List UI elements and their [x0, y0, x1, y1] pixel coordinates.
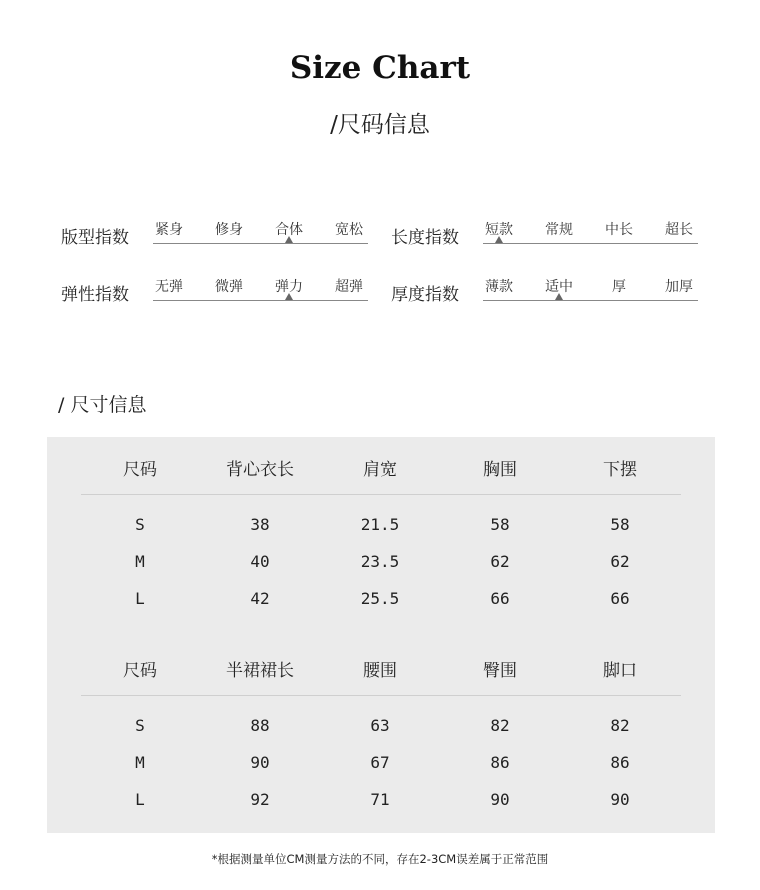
- table-row: [47, 515, 715, 539]
- table-cell: S: [135, 716, 145, 735]
- table-cell: 62: [490, 552, 510, 571]
- header-cell: 背心衣长: [226, 460, 294, 480]
- size-table-panel: [47, 437, 715, 833]
- table-row: [47, 552, 715, 576]
- page-subtitle: /尺码信息: [330, 112, 430, 138]
- table-divider: [81, 695, 681, 696]
- index-label-elasticity: 弹性指数: [61, 285, 129, 305]
- scale-option: 厚: [612, 279, 626, 295]
- header-cell: 腰围: [363, 661, 397, 681]
- table-row: [47, 790, 715, 814]
- table-cell: 66: [490, 589, 510, 608]
- selection-marker-icon: [285, 293, 293, 300]
- scale-option: 紧身: [155, 222, 183, 238]
- table-divider: [81, 494, 681, 495]
- length-scale: [483, 219, 698, 249]
- header-cell: 脚口: [603, 661, 637, 681]
- table-cell: L: [135, 790, 145, 809]
- table-cell: 38: [250, 515, 270, 534]
- scale-option: 合体: [275, 222, 303, 238]
- index-label-fit: 版型指数: [61, 228, 129, 248]
- table-cell: 86: [610, 753, 630, 772]
- scale-option: 超弹: [335, 279, 363, 295]
- table-cell: 82: [610, 716, 630, 735]
- scale-option: 超长: [665, 222, 693, 238]
- scale-option: 中长: [605, 222, 633, 238]
- header-cell: 尺码: [123, 460, 157, 480]
- page-title: Size Chart: [289, 50, 471, 86]
- measurement-footnote: *根据测量单位CM测量方法的不同，存在2-3CM误差属于正常范围: [211, 852, 549, 866]
- table-cell: 82: [490, 716, 510, 735]
- table-cell: 25.5: [360, 589, 400, 608]
- table-cell: L: [135, 589, 145, 608]
- table-cell: 58: [610, 515, 630, 534]
- header-cell: 肩宽: [363, 460, 397, 480]
- table-cell: 67: [370, 753, 390, 772]
- table-cell: S: [135, 515, 145, 534]
- scale-option: 微弹: [215, 279, 243, 295]
- scale-line: [483, 300, 698, 301]
- table-cell: 66: [610, 589, 630, 608]
- table-cell: 63: [370, 716, 390, 735]
- thickness-scale: [483, 276, 698, 306]
- table-cell: 90: [250, 753, 270, 772]
- table-row: [47, 589, 715, 613]
- index-label-thickness: 厚度指数: [391, 285, 459, 305]
- fit-scale: [153, 219, 368, 249]
- header-cell: 臀围: [483, 661, 517, 681]
- top-table-header: [47, 455, 715, 485]
- table-cell: 88: [250, 716, 270, 735]
- table-cell: 86: [490, 753, 510, 772]
- selection-marker-icon: [555, 293, 563, 300]
- table-cell: 90: [490, 790, 510, 809]
- scale-option: 薄款: [485, 279, 513, 295]
- table-cell: 90: [610, 790, 630, 809]
- scale-option: 短款: [485, 222, 513, 238]
- scale-option: 宽松: [335, 222, 363, 238]
- scale-line: [483, 243, 698, 244]
- table-cell: 40: [250, 552, 270, 571]
- scale-line: [153, 300, 368, 301]
- scale-option: 修身: [215, 222, 243, 238]
- bottom-table-header: [47, 656, 715, 686]
- scale-option: 弹力: [275, 279, 303, 295]
- header-cell: 下摆: [603, 460, 637, 480]
- scale-option: 加厚: [665, 279, 693, 295]
- selection-marker-icon: [285, 236, 293, 243]
- scale-option: 常规: [545, 222, 573, 238]
- table-cell: 71: [370, 790, 390, 809]
- header-cell: 半裙裙长: [226, 661, 294, 681]
- table-row: [47, 753, 715, 777]
- header-cell: 胸围: [483, 460, 517, 480]
- elasticity-scale: [153, 276, 368, 306]
- table-cell: 23.5: [360, 552, 400, 571]
- index-label-length: 长度指数: [391, 228, 459, 248]
- table-cell: 92: [250, 790, 270, 809]
- scale-option: 无弹: [155, 279, 183, 295]
- scale-line: [153, 243, 368, 244]
- scale-option: 适中: [545, 279, 573, 295]
- table-cell: M: [135, 753, 145, 772]
- selection-marker-icon: [495, 236, 503, 243]
- table-cell: M: [135, 552, 145, 571]
- size-section-title: / 尺寸信息: [58, 394, 147, 416]
- table-row: [47, 716, 715, 740]
- table-cell: 42: [250, 589, 270, 608]
- table-cell: 62: [610, 552, 630, 571]
- header-cell: 尺码: [123, 661, 157, 681]
- table-cell: 58: [490, 515, 510, 534]
- table-cell: 21.5: [360, 515, 400, 534]
